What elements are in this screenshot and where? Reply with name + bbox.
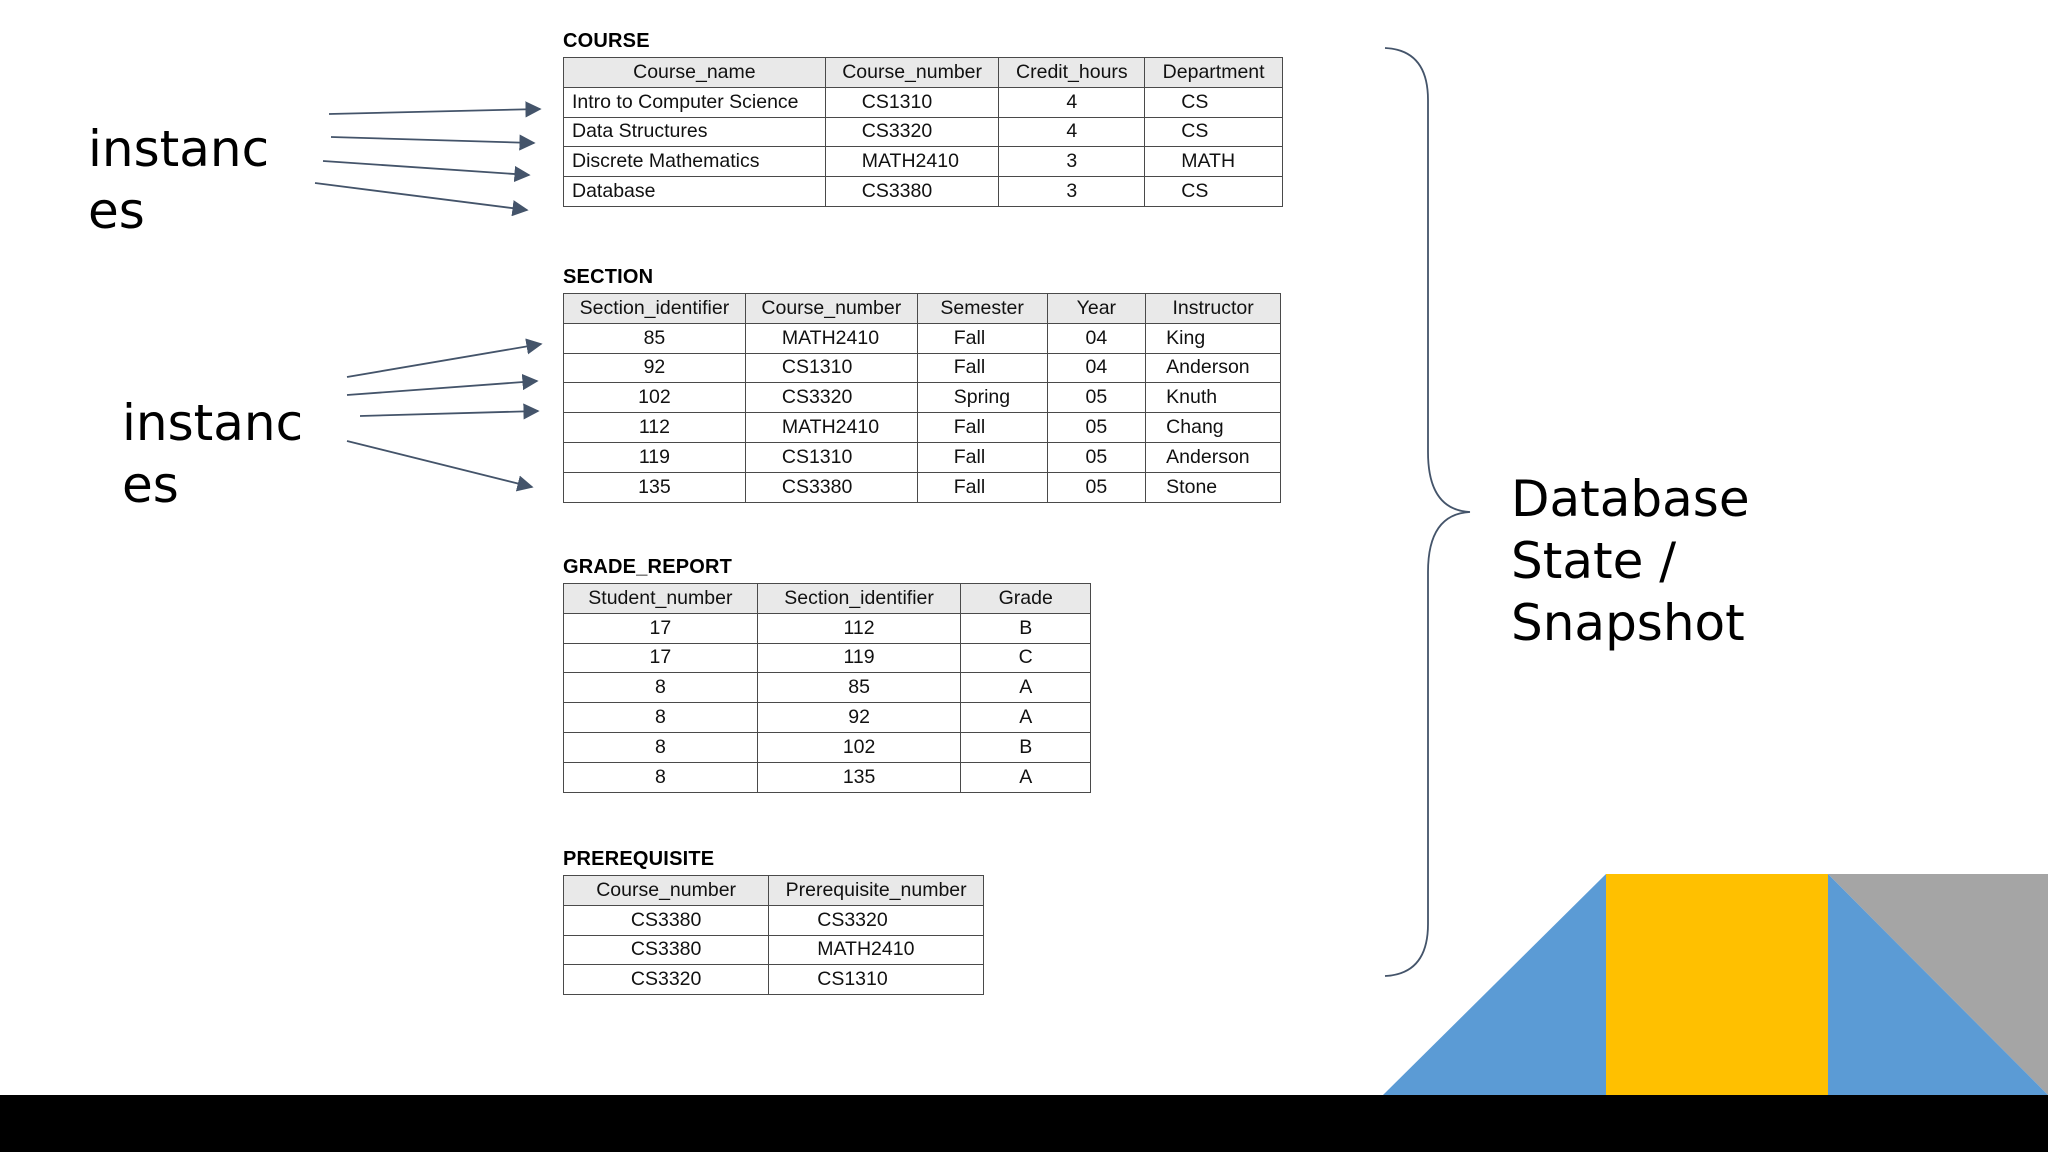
table-row (564, 613, 1091, 643)
table-cell: 85 (757, 673, 961, 703)
table-cell: CS3320 (769, 905, 984, 935)
table-cell: 8 (564, 762, 758, 792)
table-cell: 112 (564, 413, 746, 443)
table-cell: Fall (917, 442, 1047, 472)
table-cell: MATH2410 (745, 323, 917, 353)
table-cell: Stone (1146, 472, 1281, 502)
table-cell: MATH2410 (745, 413, 917, 443)
table-cell: 8 (564, 732, 758, 762)
database-state-label: Database State / Snapshot (1511, 470, 1750, 652)
table-cell: Discrete Mathematics (564, 147, 826, 177)
table-cell: 05 (1047, 383, 1146, 413)
table-cell: CS3380 (564, 935, 769, 965)
table-row (564, 117, 1283, 147)
section-header-row (564, 294, 1281, 324)
instances-label-top: instanc es (88, 120, 270, 240)
table-cell: 102 (564, 383, 746, 413)
grade-report-table (563, 583, 1091, 793)
table-cell: Anderson (1146, 442, 1281, 472)
table-cell: CS1310 (745, 353, 917, 383)
section-table-title: SECTION (563, 266, 654, 288)
prerequisite-table (563, 875, 984, 995)
table-row (564, 383, 1281, 413)
table-cell: CS3380 (564, 905, 769, 935)
table-cell: A (961, 762, 1091, 792)
table-cell: CS3320 (825, 117, 999, 147)
table-cell: 4 (999, 117, 1145, 147)
table-cell: Intro to Computer Science (564, 87, 826, 117)
grade-report-table-title: GRADE_REPORT (563, 556, 733, 578)
table-cell: B (961, 732, 1091, 762)
arrow-section-row-2 (347, 381, 537, 395)
section-col-section-identifier: Section_identifier (564, 294, 746, 324)
course-col-course-name: Course_name (564, 58, 826, 88)
table-cell: 135 (757, 762, 961, 792)
table-cell: 92 (757, 703, 961, 733)
table-row (564, 413, 1281, 443)
table-cell: 3 (999, 177, 1145, 207)
table-cell: Database (564, 177, 826, 207)
table-cell: A (961, 703, 1091, 733)
table-row (564, 935, 984, 965)
section-col-year: Year (1047, 294, 1146, 324)
table-cell: B (961, 613, 1091, 643)
section-col-semester: Semester (917, 294, 1047, 324)
table-cell: CS1310 (769, 965, 984, 995)
arrow-course-row-1 (329, 109, 540, 114)
course-col-course-number: Course_number (825, 58, 999, 88)
table-cell: 05 (1047, 442, 1146, 472)
table-row (564, 905, 984, 935)
course-table (563, 57, 1283, 207)
table-cell: 8 (564, 703, 758, 733)
table-cell: Spring (917, 383, 1047, 413)
table-row (564, 177, 1283, 207)
table-row (564, 323, 1281, 353)
arrow-course-row-2 (331, 137, 534, 143)
grade-report-col-grade: Grade (961, 584, 1091, 614)
table-cell: 119 (757, 643, 961, 673)
table-cell: CS3320 (745, 383, 917, 413)
table-cell: 8 (564, 673, 758, 703)
table-row (564, 673, 1091, 703)
table-cell: Fall (917, 472, 1047, 502)
table-row (564, 87, 1283, 117)
table-row (564, 762, 1091, 792)
table-cell: Chang (1146, 413, 1281, 443)
table-cell: 04 (1047, 323, 1146, 353)
curly-brace (1385, 48, 1470, 976)
table-row (564, 472, 1281, 502)
table-cell: MATH (1145, 147, 1283, 177)
grade-report-col-section-identifier: Section_identifier (757, 584, 961, 614)
table-cell: MATH2410 (825, 147, 999, 177)
table-cell: 05 (1047, 413, 1146, 443)
table-cell: MATH2410 (769, 935, 984, 965)
table-cell: 17 (564, 613, 758, 643)
table-cell: CS3380 (745, 472, 917, 502)
table-cell: Fall (917, 323, 1047, 353)
table-cell: CS3380 (825, 177, 999, 207)
table-row (564, 147, 1283, 177)
table-cell: C (961, 643, 1091, 673)
table-cell: 102 (757, 732, 961, 762)
table-cell: King (1146, 323, 1281, 353)
grade-report-header-row (564, 584, 1091, 614)
table-cell: CS1310 (745, 442, 917, 472)
instances-label-middle: instanc es (122, 394, 304, 514)
table-cell: Knuth (1146, 383, 1281, 413)
table-cell: 112 (757, 613, 961, 643)
table-cell: Fall (917, 413, 1047, 443)
table-row (564, 965, 984, 995)
table-cell: CS (1145, 117, 1283, 147)
table-cell: Data Structures (564, 117, 826, 147)
section-col-course-number: Course_number (745, 294, 917, 324)
table-cell: 17 (564, 643, 758, 673)
table-cell: Fall (917, 353, 1047, 383)
arrow-section-row-3 (360, 411, 538, 416)
prerequisite-header-row (564, 876, 984, 906)
table-cell: 05 (1047, 472, 1146, 502)
table-cell: 4 (999, 87, 1145, 117)
course-table-title: COURSE (563, 30, 650, 52)
table-cell: A (961, 673, 1091, 703)
table-cell: CS1310 (825, 87, 999, 117)
table-cell: 3 (999, 147, 1145, 177)
table-cell: Anderson (1146, 353, 1281, 383)
table-cell: 92 (564, 353, 746, 383)
table-row (564, 442, 1281, 472)
table-cell: 135 (564, 472, 746, 502)
prerequisite-table-title: PREREQUISITE (563, 848, 715, 870)
table-cell: 119 (564, 442, 746, 472)
course-col-credit-hours: Credit_hours (999, 58, 1145, 88)
section-table (563, 293, 1281, 503)
table-row (564, 703, 1091, 733)
arrow-section-row-4 (347, 441, 532, 487)
arrow-course-row-3 (323, 161, 529, 175)
bottom-bar (0, 1095, 2048, 1152)
table-row (564, 353, 1281, 383)
table-cell: CS3320 (564, 965, 769, 995)
grade-report-col-student-number: Student_number (564, 584, 758, 614)
arrow-course-row-4 (315, 183, 527, 210)
table-row (564, 732, 1091, 762)
table-row (564, 643, 1091, 673)
arrow-section-row-1 (347, 344, 541, 377)
prerequisite-col-course-number: Course_number (564, 876, 769, 906)
table-cell: 85 (564, 323, 746, 353)
course-col-department: Department (1145, 58, 1283, 88)
table-cell: CS (1145, 87, 1283, 117)
table-cell: 04 (1047, 353, 1146, 383)
section-col-instructor: Instructor (1146, 294, 1281, 324)
course-header-row (564, 58, 1283, 88)
prerequisite-col-prerequisite-number: Prerequisite_number (769, 876, 984, 906)
table-cell: CS (1145, 177, 1283, 207)
